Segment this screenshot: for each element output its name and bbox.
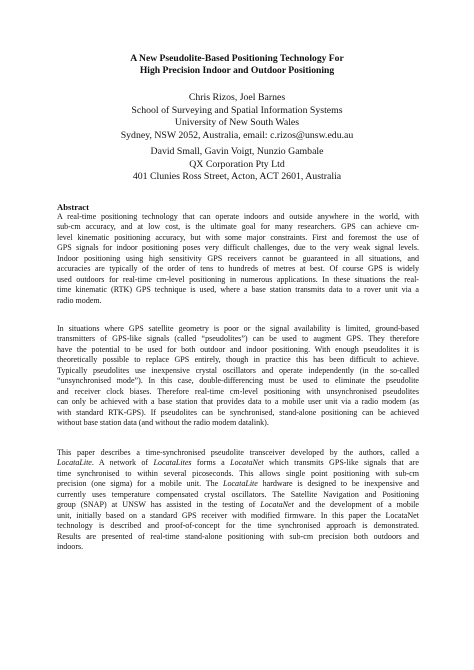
affiliation-line: QX Corporation Pty Ltd: [189, 158, 285, 170]
text-line: accuracies are typically of the order of tens to hundreds of metres at best. Of course GPS is widely: [57, 264, 419, 274]
text-line: A real-time positioning technology that can operate indoors and outside anywhere in the world, with: [57, 212, 419, 221]
abstract-paragraph-2: [57, 324, 419, 428]
text-line: technology is described and proof-of-concept for the time synchronised approach is demonstrated.: [57, 521, 419, 531]
text-line: level kinematic positioning accuracy, but with some major constraints. First and foremost the use of: [57, 232, 419, 242]
text-run: precision (one sigma) for a mobile unit. The: [57, 479, 223, 489]
text-run: hardware is designed to be inexpensive and: [257, 479, 419, 489]
affiliation-line: School of Surveying and Spatial Information Systems: [131, 104, 343, 116]
address-line: 401 Clunies Ross Street, Acton, ACT 2601, Australia: [132, 171, 342, 182]
title-line: A New Pseudolite-Based Positioning Technology For: [130, 53, 344, 64]
text-line: time synchronised to within several picoseconds. This allows single point positioning with sub-cm: [57, 468, 419, 478]
text-line: unit, initially based on a standard GPS receiver with modified firmware. In this paper the LocataNet: [57, 510, 419, 520]
italic-term: LocataNet: [260, 500, 294, 510]
italic-term: LocataLite: [222, 479, 258, 489]
text-line: Indoor positioning using high sensitivity GPS receivers cannot be guaranteed in all situations, and: [57, 253, 419, 263]
italic-term: LocataNet: [230, 458, 264, 468]
text-line: can only be achieved with a base station that provides data to a mobile user unit via a radio modem (as: [57, 397, 419, 407]
text-run: which transmits GPS-like signals that are: [263, 458, 419, 468]
text-line: radio modem.: [57, 295, 102, 305]
text-line: currently uses temperature compensated crystal oscillators. The Satellite Navigation and Positioning: [57, 489, 419, 499]
abstract-heading: Abstract: [57, 202, 89, 212]
author-block-qx: [0, 146, 474, 184]
text-line: In situations where GPS satellite geometry is poor or the signal availability is limited, ground-based: [57, 324, 419, 333]
text-run: group (SNAP) at UNSW has assisted in the testing of: [57, 500, 261, 510]
affiliation-line: University of New South Wales: [174, 117, 300, 128]
text-run: . A network of: [91, 458, 154, 468]
text-line: have the potential to be used for both outdoor and indoor positioning. With enough pseudolites it is: [57, 344, 419, 354]
author-block-unsw: [0, 92, 474, 142]
text-line: with standard RTK-GPS). If pseudolites can be synchronised, stand-alone positioning can be achieved: [57, 407, 419, 417]
text-line: used outdoors for real-time cm-level positioning in numerous applications. In these situations the real-: [57, 274, 419, 284]
text-line: transmitters of GPS-like signals (called “pseudolites”) can be used to augment GPS. They therefore: [57, 334, 419, 344]
italic-term: LocataLite: [57, 458, 92, 468]
text-line: “unsynchronised mode”). In this case, double-differencing must be used to eliminate the pseudolite: [57, 376, 419, 386]
text-line: GPS signals for indoor positioning poses very difficult challenges, due to the very weak signal levels.: [57, 243, 419, 253]
text-line: [57, 479, 419, 489]
text-run: and the development of a mobile: [293, 500, 419, 510]
text-line: Results are presented of real-time stand-alone positioning with sub-cm precision both outdoors and: [57, 531, 419, 541]
address-line: Sydney, NSW 2052, Australia, email: c.rizos@unsw.edu.au: [120, 129, 354, 141]
text-line: sub-cm accuracy, and at low cost, is the ultimate goal for many researchers. GPS can achieve cm-: [57, 222, 419, 232]
text-run: forms a: [191, 458, 231, 468]
text-line: [57, 500, 419, 510]
title-line: High Precision Indoor and Outdoor Positioning: [139, 65, 335, 76]
italic-term: LocataLites: [153, 458, 192, 468]
abstract-paragraph-1: [57, 212, 419, 306]
text-line: theoretically possible to replace GPS entirely, though in practice this has been difficult to achieve.: [57, 355, 419, 365]
text-line: This paper describes a time-synchronised pseudolite transceiver developed by the authors, called a: [57, 448, 419, 457]
text-line: time kinematic (RTK) GPS technique is used, where a base station transmits data to a rover unit via a: [57, 285, 419, 295]
text-line: Typically pseudolites use inexpensive crystal oscillators and operate independently (in the so-called: [57, 365, 419, 375]
authors-line: Chris Rizos, Joel Barnes: [188, 92, 286, 103]
text-line: indoors.: [57, 541, 84, 551]
abstract-paragraph-3: [57, 448, 419, 552]
paper-title: [0, 53, 474, 77]
authors-line: David Small, Gavin Voigt, Nunzio Gambale: [150, 146, 324, 157]
text-line: without base station data (and without the radio modem datalink).: [57, 417, 269, 427]
text-line: [57, 458, 419, 468]
text-line: and receiver clock biases. Therefore real-time cm-level positioning with unsynchronised pseudolites: [57, 386, 419, 396]
